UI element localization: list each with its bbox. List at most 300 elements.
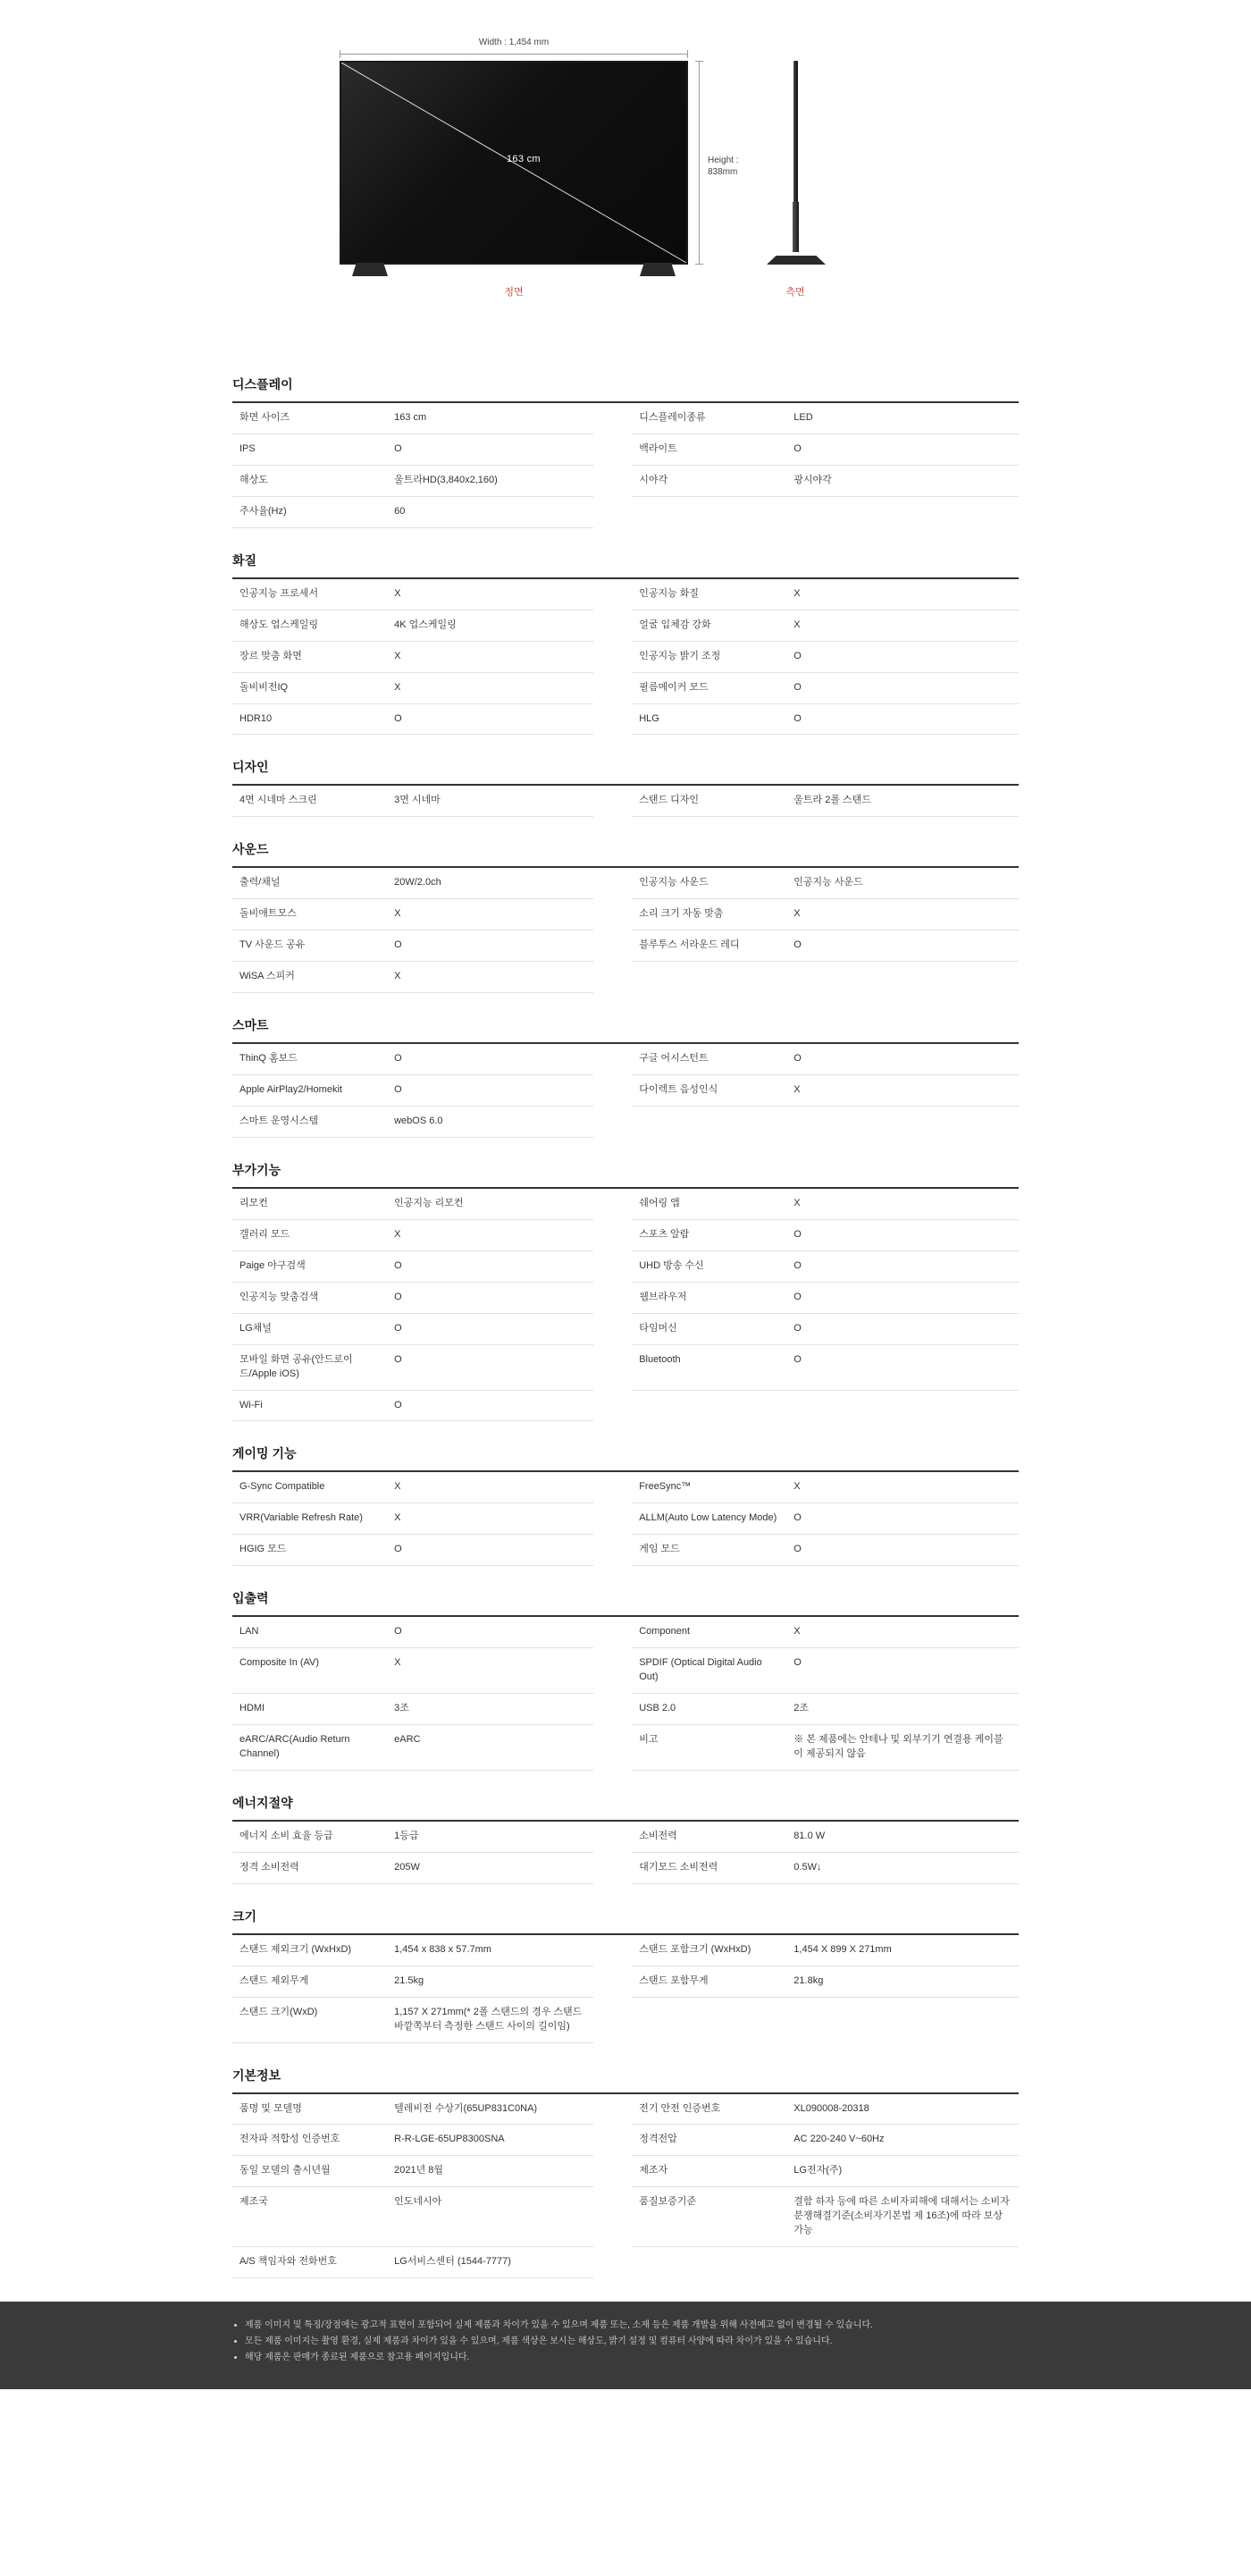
spec-value: O	[387, 703, 593, 735]
spec-label: 소리 크기 자동 맞춤	[632, 899, 786, 930]
spec-value: O	[387, 434, 593, 465]
spec-label: 스탠드 디자인	[632, 786, 786, 816]
footer-note-list	[232, 2318, 1019, 2366]
spec-section-title: 에너지절약	[232, 1794, 1019, 1822]
table-row	[232, 1648, 1019, 1694]
tv-side-panel	[793, 61, 798, 204]
spec-label: 제조자	[632, 2156, 786, 2187]
column-gap	[593, 610, 632, 641]
column-gap	[593, 579, 632, 610]
table-row	[232, 641, 1019, 672]
table-row	[232, 1390, 1019, 1421]
column-gap	[593, 786, 632, 816]
column-gap	[593, 899, 632, 930]
spec-table	[232, 1189, 1019, 1422]
spec-value: 3조	[387, 1694, 593, 1725]
column-gap	[593, 1822, 632, 1852]
table-row	[232, 2247, 1019, 2278]
table-row	[232, 1044, 1019, 1074]
spec-value: 텔레비전 수상기(65UP831C0NA)	[387, 2094, 593, 2125]
spec-value: 3면 시네마	[387, 786, 593, 816]
column-gap	[593, 2247, 632, 2278]
spec-label: 블루투스 서라운드 레디	[632, 930, 786, 962]
spec-label: 스탠드 포함무게	[632, 1966, 786, 1997]
spec-label: A/S 책임자와 전화번호	[232, 2247, 387, 2278]
spec-value: 울트라 2폴 스탠드	[786, 786, 1019, 816]
spec-value	[786, 2247, 1019, 2278]
tv-side-base	[767, 256, 826, 265]
spec-value: 인도네시아	[387, 2187, 593, 2247]
spec-value: O	[387, 1617, 593, 1647]
table-row	[232, 1935, 1019, 1966]
width-dimension-cap-right	[687, 50, 688, 58]
spec-label: HDR10	[232, 703, 387, 735]
spec-value	[786, 962, 1019, 993]
table-row	[232, 1694, 1019, 1725]
column-gap	[593, 1617, 632, 1647]
table-row	[232, 1535, 1019, 1566]
spec-label: HDMI	[232, 1694, 387, 1725]
column-gap	[593, 496, 632, 527]
spec-label: 쉐어링 앱	[632, 1189, 786, 1219]
column-gap	[593, 1725, 632, 1771]
spec-label: Wi-Fi	[232, 1390, 387, 1421]
spec-label: 인공지능 화질	[632, 579, 786, 610]
spec-value: X	[786, 1075, 1019, 1107]
spec-section	[232, 1161, 1019, 1422]
column-gap	[593, 1189, 632, 1219]
product-dimension-diagram	[0, 0, 1251, 375]
spec-value: 1,157 X 271mm(* 2폴 스탠드의 경우 스탠드 바깥쪽부터 측정한 스탠드 사이의 길이임)	[387, 1997, 593, 2042]
spec-value: 1,454 x 838 x 57.7mm	[387, 1935, 593, 1966]
spec-value: O	[786, 1535, 1019, 1566]
spec-section-title: 디스플레이	[232, 375, 1019, 403]
spec-section-title: 화질	[232, 551, 1019, 579]
spec-label: ThinQ 홈보드	[232, 1044, 387, 1074]
table-row	[232, 1472, 1019, 1503]
spec-label: 웹브라우저	[632, 1282, 786, 1313]
footer-note: • 제품 이미지 및 특징/장점에는 광고적 표현이 포함되어 실제 제품과 차이가 있을 수 있으며 제품 또는, 소재 등은 제품 개발을 위해 사전예고 없이 변경될 수 있습니다.	[245, 2318, 1019, 2334]
spec-label: 얼굴 입체감 강화	[632, 610, 786, 641]
spec-value: LED	[786, 403, 1019, 434]
table-row	[232, 579, 1019, 610]
caption-side-view: 측면	[785, 287, 805, 298]
spec-value	[786, 1107, 1019, 1138]
spec-label: 인공지능 밝기 조정	[632, 641, 786, 672]
spec-value: O	[387, 1282, 593, 1313]
spec-section-title: 기본정보	[232, 2067, 1019, 2094]
column-gap	[593, 868, 632, 898]
spec-value: X	[387, 579, 593, 610]
spec-label: G-Sync Compatible	[232, 1472, 387, 1503]
spec-value: O	[387, 1313, 593, 1344]
spec-value: O	[786, 1503, 1019, 1535]
spec-label: 스탠드 제외무게	[232, 1966, 387, 1997]
spec-label: 해상도	[232, 465, 387, 496]
spec-label: IPS	[232, 434, 387, 465]
spec-section-title: 입출력	[232, 1589, 1019, 1617]
spec-label: 정격전압	[632, 2125, 786, 2156]
spec-label: 게임 모드	[632, 1535, 786, 1566]
column-gap	[593, 2187, 632, 2247]
table-row	[232, 2187, 1019, 2247]
spec-label: 비고	[632, 1725, 786, 1771]
spec-table	[232, 2094, 1019, 2279]
spec-label: 인공지능 맞춤검색	[232, 1282, 387, 1313]
spec-label: 다이렉트 음성인식	[632, 1075, 786, 1107]
spec-value: R-R-LGE-65UP8300SNA	[387, 2125, 593, 2156]
spec-value: 4K 업스케일링	[387, 610, 593, 641]
spec-label: LAN	[232, 1617, 387, 1647]
column-gap	[593, 1535, 632, 1566]
spec-label: 품명 및 모델명	[232, 2094, 387, 2125]
table-row	[232, 1282, 1019, 1313]
spec-sections	[0, 375, 1251, 2278]
width-dimension-label: Width : 1,454 mm	[478, 38, 550, 47]
spec-value: X	[786, 1472, 1019, 1503]
column-gap	[593, 703, 632, 735]
spec-label: 전자파 적합성 인증번호	[232, 2125, 387, 2156]
spec-value: LG전자(주)	[786, 2156, 1019, 2187]
spec-label: 돌비비전IQ	[232, 672, 387, 703]
column-gap	[593, 1282, 632, 1313]
table-row	[232, 465, 1019, 496]
spec-label: 백라이트	[632, 434, 786, 465]
height-dimension-line	[695, 61, 703, 265]
spec-label: 동일 모델의 출시년월	[232, 2156, 387, 2187]
spec-value: O	[786, 672, 1019, 703]
spec-value: webOS 6.0	[387, 1107, 593, 1138]
table-row	[232, 868, 1019, 898]
spec-value: LG서비스센터 (1544-7777)	[387, 2247, 593, 2278]
spec-label: Paige 야구검색	[232, 1250, 387, 1282]
spec-value	[786, 496, 1019, 527]
column-gap	[593, 2094, 632, 2125]
table-row	[232, 703, 1019, 735]
spec-label: 품질보증기준	[632, 2187, 786, 2247]
spec-section	[232, 1907, 1019, 2043]
spec-label: HGIG 모드	[232, 1535, 387, 1566]
spec-value: O	[786, 1250, 1019, 1282]
spec-value: O	[387, 1344, 593, 1390]
spec-label	[632, 962, 786, 993]
spec-value: O	[387, 1075, 593, 1107]
table-row	[232, 962, 1019, 993]
spec-value: O	[387, 1535, 593, 1566]
column-gap	[593, 2156, 632, 2187]
table-row	[232, 496, 1019, 527]
column-gap	[593, 1997, 632, 2042]
table-row	[232, 1075, 1019, 1107]
spec-value: O	[786, 641, 1019, 672]
column-gap	[593, 962, 632, 993]
spec-value: X	[387, 1219, 593, 1250]
spec-value: O	[786, 1344, 1019, 1390]
spec-section	[232, 1794, 1019, 1884]
table-row	[232, 930, 1019, 962]
spec-value: 81.0 W	[786, 1822, 1019, 1852]
spec-value: 인공지능 리모컨	[387, 1189, 593, 1219]
column-gap	[593, 465, 632, 496]
spec-label: 화면 사이즈	[232, 403, 387, 434]
spec-value: 울트라HD(3,840x2,160)	[387, 465, 593, 496]
table-row	[232, 1219, 1019, 1250]
spec-value: X	[387, 1472, 593, 1503]
spec-value: O	[786, 1219, 1019, 1250]
spec-section-title: 부가기능	[232, 1161, 1019, 1189]
table-row	[232, 1503, 1019, 1535]
width-dimension-line	[340, 50, 688, 58]
height-dimension	[695, 61, 758, 265]
spec-label: 돌비애트모스	[232, 899, 387, 930]
spec-table	[232, 1822, 1019, 1884]
spec-value: O	[387, 930, 593, 962]
spec-value: XL090008-20318	[786, 2094, 1019, 2125]
column-gap	[593, 1344, 632, 1390]
spec-section-title: 게이밍 기능	[232, 1444, 1019, 1472]
tv-side-neck	[793, 202, 799, 252]
column-gap	[593, 1966, 632, 1997]
spec-label: 출력/채널	[232, 868, 387, 898]
height-dimension-label-line1: Height :	[708, 155, 739, 165]
table-row	[232, 1617, 1019, 1647]
stand-foot-left-icon	[352, 263, 388, 276]
spec-value: 2021년 8월	[387, 2156, 593, 2187]
spec-table	[232, 1935, 1019, 2043]
spec-label: HLG	[632, 703, 786, 735]
spec-label: 에너지 소비 효율 등급	[232, 1822, 387, 1852]
spec-value: 2조	[786, 1694, 1019, 1725]
spec-value: X	[786, 610, 1019, 641]
table-row	[232, 1822, 1019, 1852]
spec-label: 전기 안전 인증번호	[632, 2094, 786, 2125]
spec-label: 구글 어시스턴트	[632, 1044, 786, 1074]
spec-value: O	[786, 703, 1019, 735]
spec-section	[232, 840, 1019, 993]
column-gap	[593, 1313, 632, 1344]
spec-section	[232, 1589, 1019, 1771]
spec-value: 0.5W↓	[786, 1852, 1019, 1883]
column-gap	[593, 930, 632, 962]
column-gap	[593, 1075, 632, 1107]
column-gap	[593, 1107, 632, 1138]
spec-section-title: 크기	[232, 1907, 1019, 1935]
table-row	[232, 786, 1019, 816]
column-gap	[593, 2125, 632, 2156]
spec-value: X	[387, 672, 593, 703]
spec-value: 21.5kg	[387, 1966, 593, 1997]
tv-front-view	[340, 61, 688, 265]
spec-value: X	[387, 899, 593, 930]
caption-front-view: 정면	[504, 287, 524, 298]
spec-section	[232, 758, 1019, 817]
spec-value: 21.8kg	[786, 1966, 1019, 1997]
spec-section	[232, 375, 1019, 528]
spec-value: X	[387, 1648, 593, 1694]
column-gap	[593, 1935, 632, 1966]
spec-value: 인공지능 사운드	[786, 868, 1019, 898]
stand-foot-right-icon	[640, 263, 676, 276]
spec-label: 모바일 화면 공유(안드로이드/Apple iOS)	[232, 1344, 387, 1390]
spec-section-title: 디자인	[232, 758, 1019, 786]
spec-value: O	[786, 1044, 1019, 1074]
spec-label: LG채널	[232, 1313, 387, 1344]
column-gap	[593, 1250, 632, 1282]
table-row	[232, 403, 1019, 434]
spec-section	[232, 2067, 1019, 2279]
spec-value: O	[387, 1390, 593, 1421]
spec-value: O	[786, 434, 1019, 465]
column-gap	[593, 1852, 632, 1883]
spec-label: FreeSync™	[632, 1472, 786, 1503]
spec-table	[232, 1472, 1019, 1566]
spec-value: O	[387, 1250, 593, 1282]
table-row	[232, 1344, 1019, 1390]
spec-label	[632, 1997, 786, 2042]
footer-note: • 모든 제품 이미지는 촬영 환경, 실제 제품과 차이가 있을 수 있으며, 제품 색상은 보시는 해상도, 밝기 설정 및 컴퓨터 사양에 따라 차이가 있을 수 있습니다.	[245, 2334, 1019, 2350]
spec-label: USB 2.0	[632, 1694, 786, 1725]
spec-value: O	[786, 1313, 1019, 1344]
spec-label: 갤러리 모드	[232, 1219, 387, 1250]
spec-value: 1,454 X 899 X 271mm	[786, 1935, 1019, 1966]
spec-table	[232, 868, 1019, 993]
spec-label: Bluetooth	[632, 1344, 786, 1390]
spec-value: X	[387, 1503, 593, 1535]
spec-section	[232, 1444, 1019, 1566]
spec-table	[232, 1044, 1019, 1138]
tv-side-view	[760, 61, 831, 265]
spec-section-title: 사운드	[232, 840, 1019, 868]
column-gap	[593, 672, 632, 703]
column-gap	[593, 1044, 632, 1074]
spec-label: SPDIF (Optical Digital Audio Out)	[632, 1648, 786, 1694]
spec-label	[632, 1390, 786, 1421]
spec-value: 163 cm	[387, 403, 593, 434]
spec-table	[232, 1617, 1019, 1771]
width-dimension	[340, 38, 688, 58]
height-dimension-cap-top	[695, 61, 703, 62]
height-dimension-label-line2: 838mm	[708, 167, 738, 178]
height-dimension-label	[708, 155, 738, 179]
spec-value: 20W/2.0ch	[387, 868, 593, 898]
spec-label: Composite In (AV)	[232, 1648, 387, 1694]
table-row	[232, 899, 1019, 930]
spec-value	[786, 1997, 1019, 2042]
spec-table	[232, 786, 1019, 817]
spec-label	[632, 1107, 786, 1138]
spec-label: VRR(Variable Refresh Rate)	[232, 1503, 387, 1535]
spec-value: eARC	[387, 1725, 593, 1771]
table-row	[232, 1997, 1019, 2042]
table-row	[232, 1313, 1019, 1344]
spec-label: 타임머신	[632, 1313, 786, 1344]
column-gap	[593, 434, 632, 465]
spec-value: O	[786, 1282, 1019, 1313]
spec-label: eARC/ARC(Audio Return Channel)	[232, 1725, 387, 1771]
column-gap	[593, 1648, 632, 1694]
spec-label: 스포츠 알람	[632, 1219, 786, 1250]
spec-label: 4면 시네마 스크린	[232, 786, 387, 816]
spec-label: 리모컨	[232, 1189, 387, 1219]
table-row	[232, 1966, 1019, 1997]
table-row	[232, 1107, 1019, 1138]
column-gap	[593, 1503, 632, 1535]
spec-value: AC 220-240 V~60Hz	[786, 2125, 1019, 2156]
spec-label: 시야각	[632, 465, 786, 496]
height-dimension-cap-bottom	[695, 264, 703, 265]
spec-label: Apple AirPlay2/Homekit	[232, 1075, 387, 1107]
table-row	[232, 610, 1019, 641]
spec-label: 해상도 업스케일링	[232, 610, 387, 641]
table-row	[232, 672, 1019, 703]
spec-value	[786, 1390, 1019, 1421]
spec-label: ALLM(Auto Low Latency Mode)	[632, 1503, 786, 1535]
table-row	[232, 434, 1019, 465]
spec-value: 1등급	[387, 1822, 593, 1852]
screen-diagonal-label: 163 cm	[507, 153, 541, 164]
spec-value: X	[387, 641, 593, 672]
spec-table	[232, 403, 1019, 528]
table-row	[232, 1725, 1019, 1771]
spec-label: 제조국	[232, 2187, 387, 2247]
spec-section	[232, 551, 1019, 736]
table-row	[232, 2125, 1019, 2156]
column-gap	[593, 1472, 632, 1503]
spec-section	[232, 1016, 1019, 1138]
spec-label: 정격 소비전력	[232, 1852, 387, 1883]
spec-value: X	[786, 579, 1019, 610]
table-row	[232, 1250, 1019, 1282]
table-row	[232, 2094, 1019, 2125]
spec-table	[232, 579, 1019, 736]
spec-label: WiSA 스피커	[232, 962, 387, 993]
spec-label: UHD 방송 수신	[632, 1250, 786, 1282]
spec-label	[632, 2247, 786, 2278]
spec-label: 스탠드 제외크기 (WxHxD)	[232, 1935, 387, 1966]
footer-notes	[0, 2302, 1251, 2389]
column-gap	[593, 1219, 632, 1250]
footer-note: • 해당 제품은 판매가 종료된 제품으로 참고용 페이지입니다.	[245, 2350, 1019, 2366]
spec-value: O	[786, 930, 1019, 962]
table-row	[232, 1189, 1019, 1219]
spec-value: X	[786, 1617, 1019, 1647]
spec-label: 스탠드 포함크기 (WxHxD)	[632, 1935, 786, 1966]
spec-label: 소비전력	[632, 1822, 786, 1852]
table-row	[232, 2156, 1019, 2187]
spec-label: 장르 맞춤 화면	[232, 641, 387, 672]
table-row	[232, 1852, 1019, 1883]
column-gap	[593, 403, 632, 434]
spec-value: 205W	[387, 1852, 593, 1883]
spec-label: 필름메이커 모드	[632, 672, 786, 703]
spec-section-title: 스마트	[232, 1016, 1019, 1044]
spec-value: X	[786, 1189, 1019, 1219]
spec-value: O	[387, 1044, 593, 1074]
spec-label: Component	[632, 1617, 786, 1647]
column-gap	[593, 1390, 632, 1421]
spec-label: 스탠드 크기(WxD)	[232, 1997, 387, 2042]
spec-label: 인공지능 프로세서	[232, 579, 387, 610]
spec-value: ※ 본 제품에는 안테나 및 외부기기 연결용 케이블이 제공되지 않음	[786, 1725, 1019, 1771]
spec-value: 60	[387, 496, 593, 527]
spec-label: 대기모드 소비전력	[632, 1852, 786, 1883]
spec-label: 디스플레이종류	[632, 403, 786, 434]
column-gap	[593, 641, 632, 672]
spec-label: TV 사운드 공유	[232, 930, 387, 962]
spec-value: 결함 하자 등에 따른 소비자피해에 대해서는 소비자분쟁해결기준(소비자기본법 제 16조)에 따라 보상 가능	[786, 2187, 1019, 2247]
spec-label: 인공지능 사운드	[632, 868, 786, 898]
spec-label: 스마트 운영시스템	[232, 1107, 387, 1138]
